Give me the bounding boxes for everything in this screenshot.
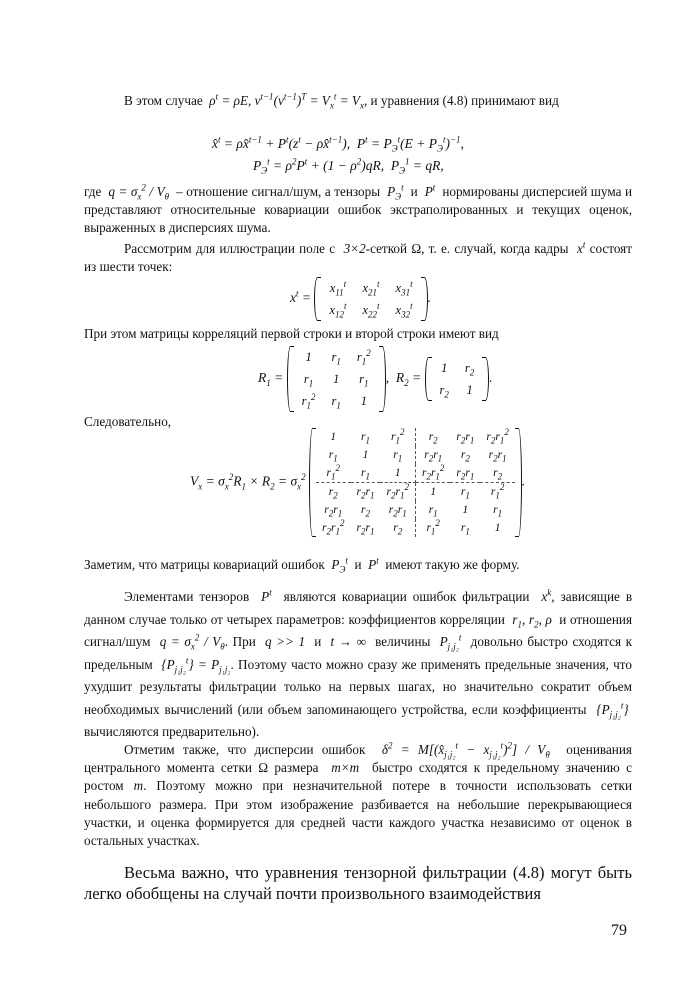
paragraph-5: Следовательно, xyxy=(84,414,172,429)
paragraph-1: В этом случае $\rho^t = \rho E$, $\nu^{t-1}(\nu^{t-1})^T = V_x^t = V_x$, и уравнения (4.8) принимают вид xyxy=(124,91,559,111)
equation-frame-matrix: $x^t$ = $x_{11}^t$ $x_{21}^t$ $x_{31}^t$ $x_{12}^t$ $x_{22}^t$ $x_{32}^t$ . xyxy=(290,278,431,320)
paragraph-9: Весьма важно, что уравнения тензорной фильтрации (4.8) могут быть легко обобщены на случай почти произвольного взаимодействия xyxy=(84,863,632,903)
equation-covariance-matrix: $V_x = \sigma_x^2R_1 \times R_2 = \sigma_x^2$ 1 $r_1$ $r_1^2$ $r_2$ $r_2r_1$ $r_2r_1^2$ $r_1$ 1 $r_1$ $r_2r_1$ $r_2$ $r_2r_1$ $r_1^2$ $r_1$ 1 $r_2r_1^2$ $r_2r_1$ $r_2$ $r_2$ $r_2r_1$ $r_2r_1^2$ 1 $r_1$ $r_1^2$ $r_2r_1$ $r_2$ $r_2r_1$ $r_1$ 1 $r_1$ $r_2r_1^2$ $r_2r_1$ $r_2$ $r_1^2$ $r_1$ 1 . xyxy=(190,427,526,537)
page-number: 79 xyxy=(611,922,627,939)
paragraph-7: Элементами тензоров $P^t$ являются ковариации ошибок фильтрации $x^k$, зависящие в данном случае только от четырех параметров: коэффициентов корреляции $r_1$, $r_2$, ρ и отношения сигнал/шум $q = \sigma_x^2 / V_\theta$. При q >> 1 и t → ∞ величины $P_{j_1j_2}^t$ довольно быстро сходятся к предельным $\{P_{j_1j_2}^t\} = P_{j_1j_2}$. Поэтому часто можно сразу же применять предельные значения, что ухудшит результаты фильтрации только на первых шагах, но значительно сократит объем необходимых вычислений (или объем запоминающего устройства, если коэффициенты $\{P_{j_1j_2}^t\}$ вычисляются предварительно). xyxy=(84,587,633,739)
equation-filter-2: $P_Э^t = \rho^2P^t + (1 - \rho^2)qR$, $P_Э^1$ = qR, xyxy=(253,156,444,176)
paragraph-3: Рассмотрим для иллюстрации поле с 3×2-сеткой Ω, т. е. случай, когда кадры $x^t$ состоят из шести точек: xyxy=(84,239,633,275)
paragraph-8: Отметим также, что дисперсии ошибок $\delta^2$ = $M[(x̂_{j_1j_2}^t - x_{j_1j_2}^t)^2] / V_\theta$ оценивания центрального момента сетки Ω размера m×m быстро сходятся к предельному значению с ростом m. Поэтому можно при незначительной потере в точности использовать сетки небольшого размера. При этом изображение разбивается на небольшие перекрывающиеся участки, и оценка формируется для средней части каждого участка независимо от оценок в остальных участках. xyxy=(84,740,633,849)
paragraph-2: где $q = \sigma_x^2 / V_\theta$ – отношение сигнал/шум, а тензоры $P_Э^t$ и $P^t$ нормированы дисперсией шума и представляют относительные ковариации ошибок экстраполированных и текущих оценок, выраженных в дисперсиях шума. xyxy=(84,182,633,236)
equation-filter-1: x̂$^t$ = ρx̂$^{t-1}$ + $P^t(z^t$ − ρx̂$^{t-1}$), $P^t = P_Э^t(E + P_Э^t)^{-1}$, xyxy=(212,134,464,154)
formula-inline: $\rho^t = \rho E$, $\nu^{t-1}(\nu^{t-1})^T = V_x^t = V_x$, xyxy=(206,91,368,111)
paragraph-6: Заметим, что матрицы ковариаций ошибок $P_Э^t$ и $P^t$ имеют такую же форму. xyxy=(84,555,520,575)
paragraph-4: При этом матрицы корреляций первой строки и второй строки имеют вид xyxy=(84,326,499,341)
equation-correlation-matrices: $R_1$ = 1 $r_1$ $r_1^2$ $r_1$ 1 $r_1$ $r_1^2$ $r_1$ 1 , $R_2$ = 1 $r_2$ $r_2$ 1 . xyxy=(258,347,493,411)
